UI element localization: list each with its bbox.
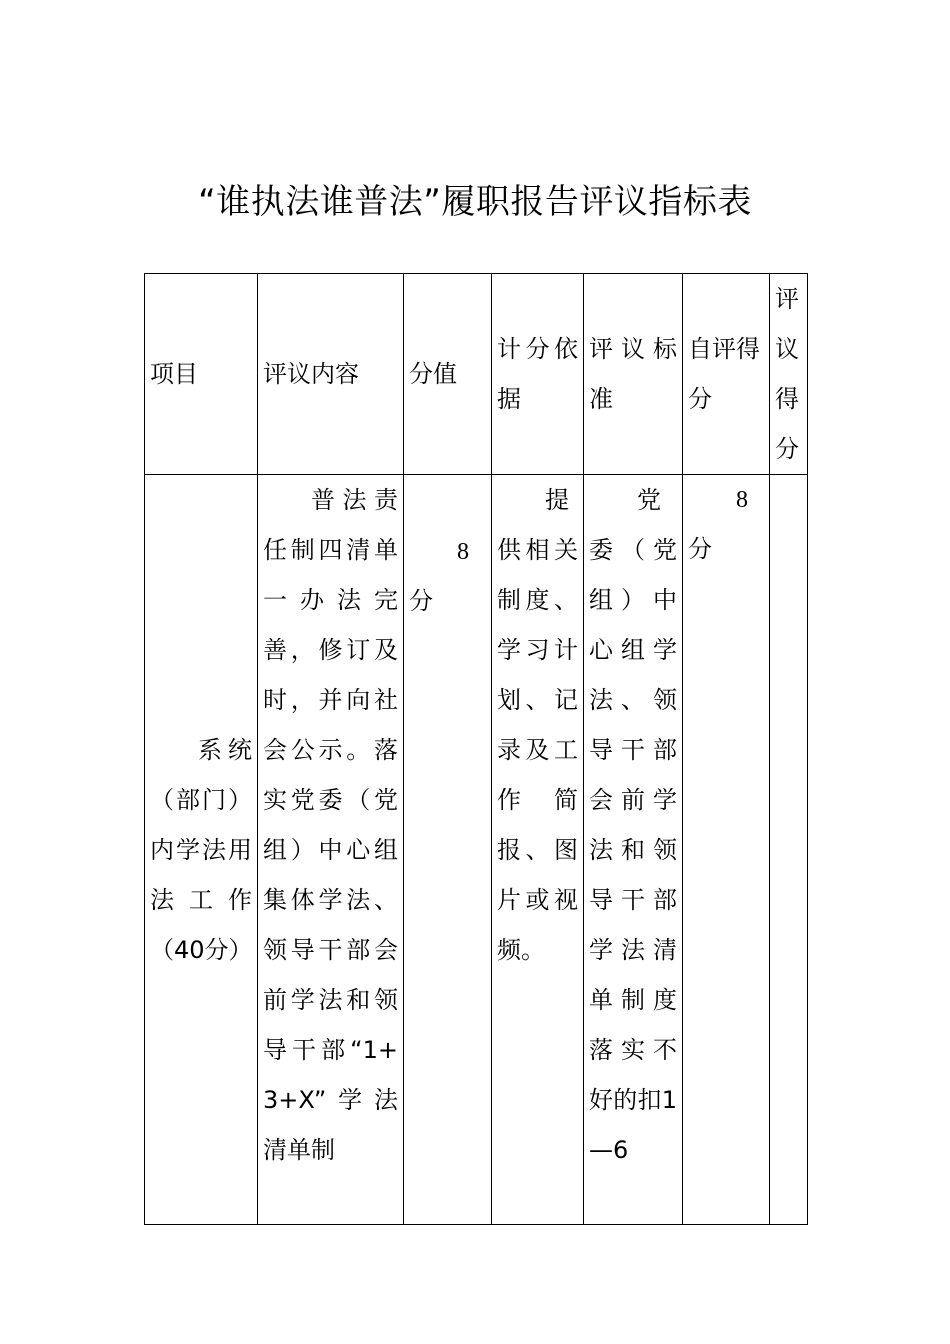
cell-project: 系统（部门）内学法用法工作（40分） (145, 475, 258, 1225)
cell-basis: 提供相关制度、学习计划、记录及工作简报、图片或视频。 (492, 475, 584, 1225)
header-self-score: 自评得分 (683, 274, 770, 475)
header-review-score: 评议得分 (770, 274, 808, 475)
cell-standard: 党委（党组）中心组学法、领导干部会前学法和领导干部学法清单制度落实不好的扣1—6 (584, 475, 683, 1225)
evaluation-table (144, 273, 808, 1225)
cell-content: 普法责任制四清单一办法完善，修订及时，并向社会公示。落实党委（党组）中心组集体学法、领导干部会前学法和领导干部“1+3+X”学法清单制 (258, 475, 404, 1225)
header-project: 项目 (145, 274, 258, 475)
header-basis: 计分依据 (492, 274, 584, 475)
header-content: 评议内容 (258, 274, 404, 475)
header-score: 分值 (404, 274, 492, 475)
page-title: “谁执法谁普法”履职报告评议指标表 (198, 182, 752, 222)
cell-review-score (770, 475, 808, 1225)
cell-self-score: 8分 (683, 475, 770, 1225)
table-row (145, 475, 808, 1225)
table-header-row (145, 274, 808, 475)
header-standard: 评议标准 (584, 274, 683, 475)
cell-score: 8分 (404, 475, 492, 1225)
